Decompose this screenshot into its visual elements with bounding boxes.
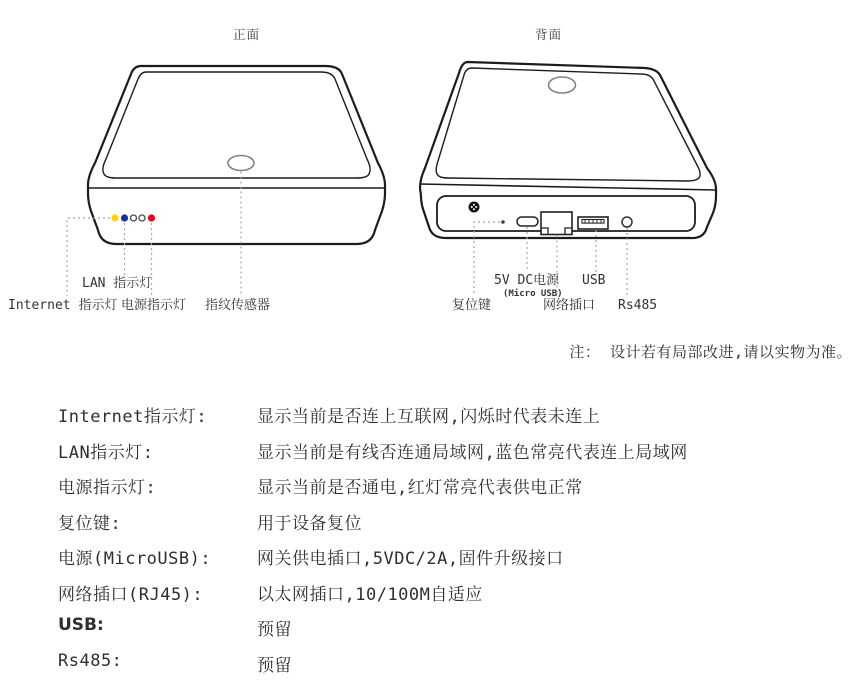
spec-row-description: 网关供电插口,5VDC/2A,固件升级接口 (257, 549, 564, 569)
screw (469, 202, 480, 213)
fingerprint-sensor-back (549, 77, 576, 93)
label-internet-led: Internet 指示灯 (8, 298, 118, 313)
spec-row (58, 402, 850, 438)
label-dc-power-sub: (Micro USB) (503, 289, 563, 299)
spec-row-label: 复位键: (58, 513, 122, 534)
spec-row-label: Rs485: (58, 650, 123, 671)
usb-port (578, 217, 608, 229)
spec-row-label: 网络插口(RJ45): (58, 584, 204, 605)
design-note: 注： 设计若有局部改进,请以实物为准。 (569, 343, 852, 361)
spec-row (58, 544, 850, 580)
lan-led (121, 214, 128, 221)
rs485-port (622, 217, 632, 227)
spec-row-label: LAN指示灯: (58, 442, 154, 463)
label-power-led: 电源指示灯 (121, 298, 187, 313)
label-fingerprint-sensor: 指纹传感器 (205, 298, 271, 313)
reserved-led-2 (139, 215, 145, 221)
label-lan-led: LAN 指示灯 (82, 276, 153, 291)
spec-row-label: 电源(MicroUSB): (58, 549, 212, 569)
spec-row-description: 用于设备复位 (257, 513, 362, 534)
back-device-drawing (420, 62, 716, 296)
spec-table (58, 402, 850, 686)
spec-row-label: 电源指示灯: (58, 478, 157, 498)
micro-usb-port (517, 217, 538, 226)
reset-pinhole (501, 220, 505, 224)
back-view-title: 背面 (535, 27, 563, 42)
rj45-port (541, 212, 572, 235)
spec-row-label: Internet指示灯: (58, 407, 208, 427)
spec-row (58, 509, 850, 545)
spec-row (58, 615, 850, 651)
spec-row (58, 580, 850, 616)
spec-row-label: USB: (58, 615, 104, 635)
front-device-drawing (67, 66, 385, 296)
fingerprint-sensor (228, 156, 254, 171)
front-view-title: 正面 (233, 27, 261, 42)
spec-row-description: 预留 (257, 655, 292, 676)
label-rs485: Rs485 (618, 298, 658, 313)
spec-row-description: 以太网插口,10/100M自适应 (257, 584, 483, 605)
label-network: 网络插口 (543, 298, 596, 313)
spec-row-description: 预留 (257, 620, 292, 640)
label-dc-power: 5V DC电源 (494, 273, 560, 288)
reserved-led-1 (131, 215, 137, 221)
internet-led (111, 214, 118, 221)
spec-row-description: 显示当前是否连上互联网,闪烁时代表未连上 (257, 407, 601, 427)
spec-row (58, 651, 850, 686)
spec-row (58, 473, 850, 509)
spec-row (58, 438, 850, 474)
power-led (148, 214, 155, 221)
spec-row-description: 显示当前是否通电,红灯常亮代表供电正常 (257, 478, 583, 498)
spec-row-description: 显示当前是有线否连通局域网,蓝色常亮代表连上局域网 (257, 442, 688, 463)
label-usb: USB (582, 273, 606, 288)
label-reset: 复位键 (452, 298, 492, 313)
